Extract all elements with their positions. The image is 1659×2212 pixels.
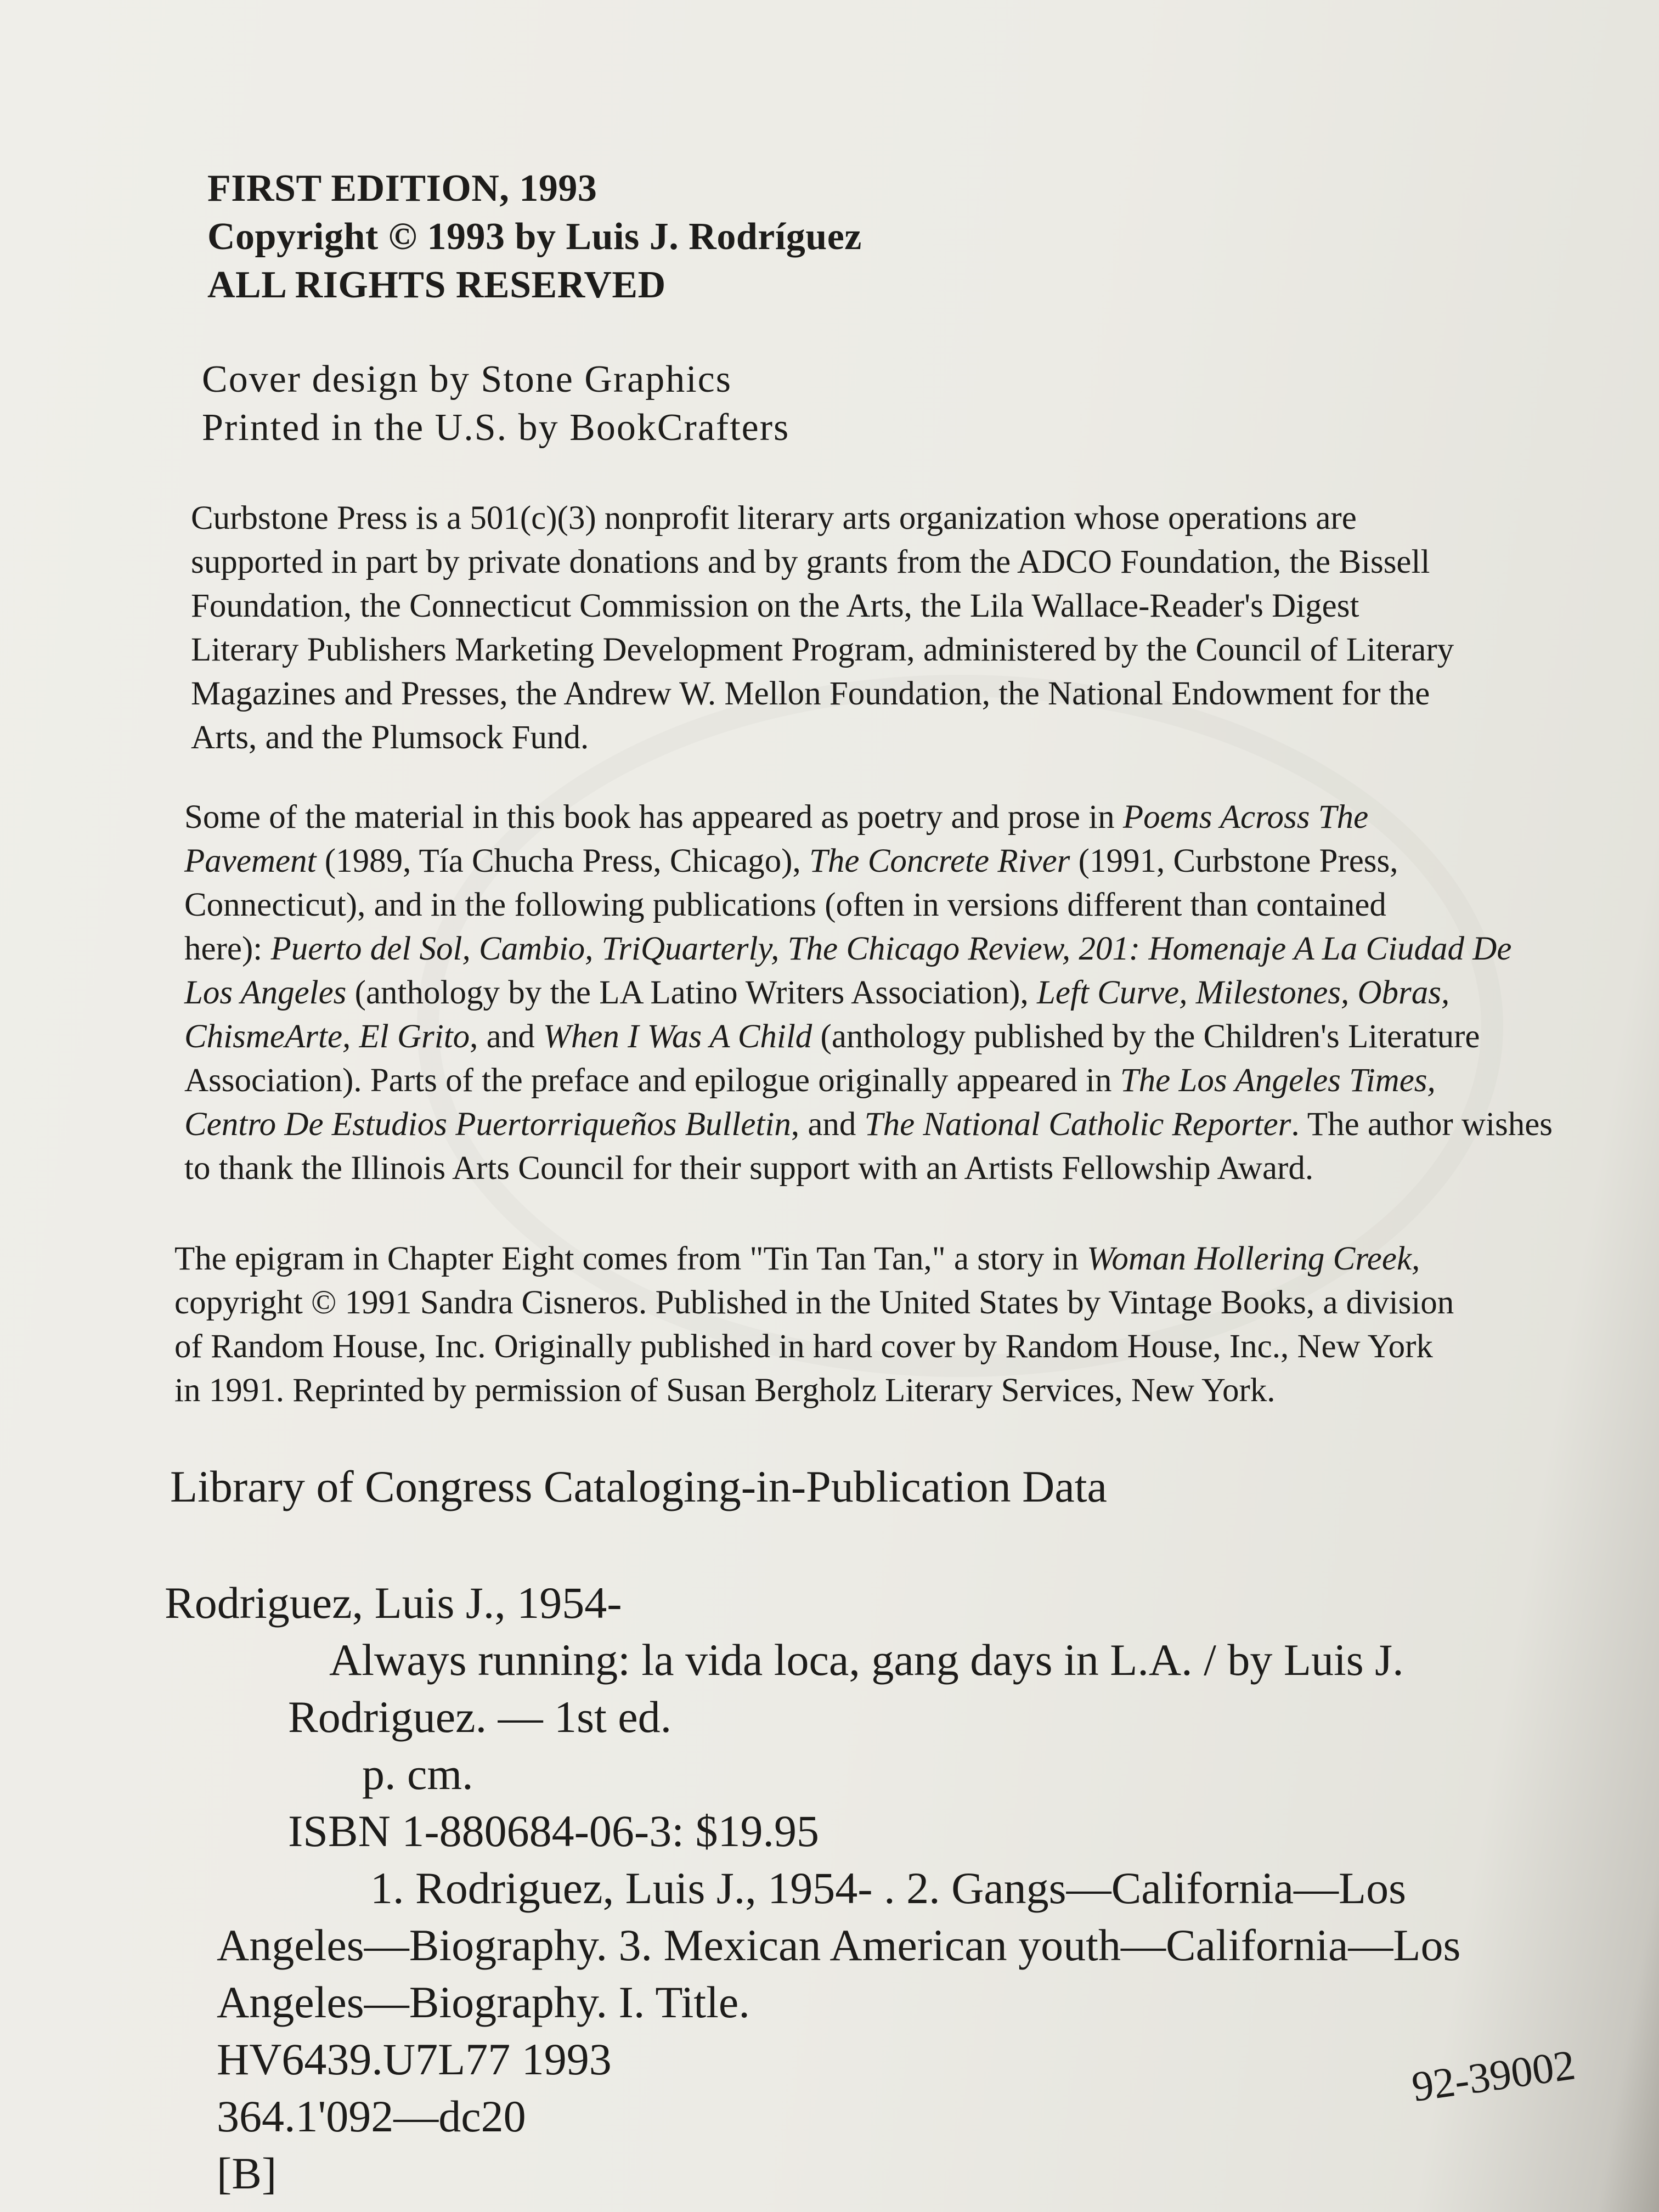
paragraph-line: here): Puerto del Sol, Cambio, TriQuarterly, The Chicago Review, 201: Homenaje A La Ciudad De <box>184 930 1512 967</box>
paragraph-line: Curbstone Press is a 501(c)(3) nonprofit literary arts organization whose operations are <box>191 500 1357 537</box>
lccn-number: 92-39002 <box>1409 2040 1578 2111</box>
printer-credit: Printed in the U.S. by BookCrafters <box>202 407 790 449</box>
paragraph-line: Some of the material in this book has appeared as poetry and prose in Poems Across The <box>184 799 1369 836</box>
cip-subjects-cont: Angeles—Biography. I. Title. <box>217 1977 750 2027</box>
credits-block <box>202 356 789 452</box>
paragraph-line: Arts, and the Plumsock Fund. <box>191 719 589 756</box>
paragraph-line: supported in part by private donations and by grants from the ADCO Foundation, the Bissell <box>191 544 1430 580</box>
paragraph-line: copyright © 1991 Sandra Cisneros. Published in the United States by Vintage Books, a division <box>174 1284 1454 1321</box>
paragraph-line: Pavement (1989, Tía Chucha Press, Chicago), The Concrete River (1991, Curbstone Press, <box>184 843 1398 879</box>
cip-dewey: 364.1'092—dc20 <box>217 2091 526 2141</box>
cip-biography-code: [B] <box>217 2148 277 2198</box>
edition-line: FIRST EDITION, 1993 <box>207 167 597 210</box>
paragraph-line: The epigram in Chapter Eight comes from "Tin Tan Tan," a story in Woman Hollering Creek, <box>174 1240 1420 1277</box>
rights-line: ALL RIGHTS RESERVED <box>207 264 666 306</box>
paragraph-line: Magazines and Presses, the Andrew W. Mellon Foundation, the National Endowment for the <box>191 675 1430 712</box>
paragraph-line: Literary Publishers Marketing Development Program, administered by the Council of Literary <box>191 631 1454 668</box>
cip-subjects: 1. Rodriguez, Luis J., 1954- . 2. Gangs—California—Los <box>370 1863 1407 1913</box>
paragraph-line: Connecticut), and in the following publications (often in versions different than contained <box>184 887 1386 923</box>
epigram-paragraph <box>174 1237 1454 1413</box>
paragraph-line: of Random House, Inc. Originally published in hard cover by Random House, Inc., New York <box>174 1328 1433 1365</box>
cip-heading: Library of Congress Cataloging-in-Publication Data <box>170 1462 1107 1511</box>
paragraph-line: to thank the Illinois Arts Council for their support with an Artists Fellowship Award. <box>184 1150 1314 1187</box>
paragraph-line: in 1991. Reprinted by permission of Susan Bergholz Literary Services, New York. <box>174 1372 1276 1409</box>
cover-design-credit: Cover design by Stone Graphics <box>202 358 732 400</box>
sources-paragraph <box>184 795 1553 1190</box>
copyright-line: Copyright © 1993 by Luis J. Rodríguez <box>207 216 862 258</box>
paragraph-line: Centro De Estudios Puertorriqueños Bulletin, and The National Catholic Reporter. The author wishes <box>184 1106 1553 1143</box>
cip-title-cont: Rodriguez. — 1st ed. <box>288 1692 672 1742</box>
paragraph-line: Los Angeles (anthology by the LA Latino Writers Association), Left Curve, Milestones, Obras, <box>184 974 1450 1011</box>
cip-call-number: HV6439.U7L77 1993 <box>217 2034 612 2084</box>
cip-title: Always running: la vida loca, gang days in L.A. / by Luis J. <box>329 1635 1404 1685</box>
paragraph-line: Association). Parts of the preface and epilogue originally appeared in The Los Angeles Times, <box>184 1062 1436 1099</box>
funding-paragraph <box>191 496 1454 760</box>
paragraph-line: ChismeArte, El Grito, and When I Was A Child (anthology published by the Children's Literature <box>184 1018 1480 1055</box>
paragraph-line: Foundation, the Connecticut Commission on the Arts, the Lila Wallace-Reader's Digest <box>191 588 1359 624</box>
cip-author: Rodriguez, Luis J., 1954- <box>165 1578 622 1628</box>
cip-subjects-cont: Angeles—Biography. 3. Mexican American youth—California—Los <box>217 1920 1461 1970</box>
cip-isbn: ISBN 1-880684-06-3: $19.95 <box>288 1806 820 1856</box>
cip-pagination: p. cm. <box>362 1749 473 1799</box>
edition-block <box>207 165 862 309</box>
cip-record <box>165 1575 1460 2202</box>
